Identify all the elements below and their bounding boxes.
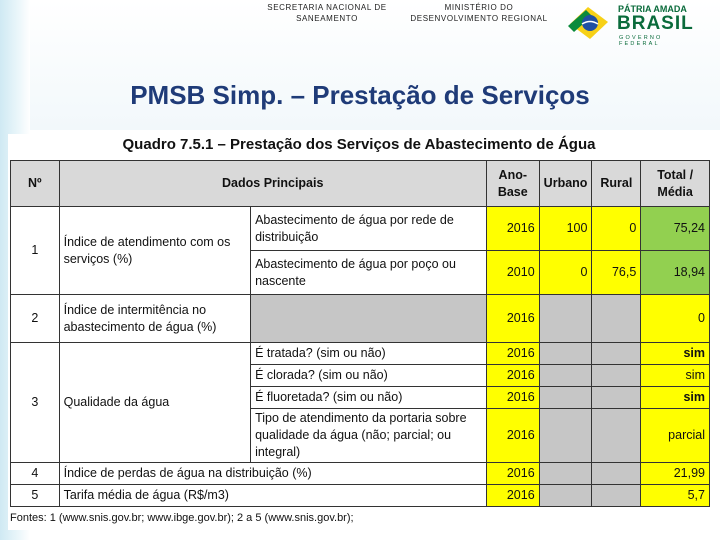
row-ano: 2016 [486, 387, 539, 409]
header-rural: Rural [592, 161, 641, 207]
header-total: Total / Média [641, 161, 710, 207]
row-sub: É fluoretada? (sim ou não) [251, 387, 487, 409]
row-total: sim [641, 343, 710, 365]
row-sub: Tipo de atendimento da portaria sobre qualidade da água (não; parcial; ou integral) [251, 409, 487, 463]
row-urbano-empty [539, 387, 592, 409]
row-urbano-empty [539, 485, 592, 507]
row-ano: 2016 [486, 295, 539, 343]
row-total: parcial [641, 409, 710, 463]
table-row [11, 295, 710, 343]
row-num: 3 [11, 343, 60, 463]
logo-line1: PÁTRIA AMADA [618, 4, 687, 14]
row-total: sim [641, 365, 710, 387]
row-main: Índice de atendimento com os serviços (%) [59, 207, 250, 295]
row-total: 5,7 [641, 485, 710, 507]
table-row [11, 343, 710, 365]
row-total: 18,94 [641, 251, 710, 295]
row-ano: 2016 [486, 365, 539, 387]
row-sub: Abastecimento de água por poço ou nascente [251, 251, 487, 295]
slide-title: PMSB Simp. – Prestação de Serviços [130, 80, 590, 110]
row-rural: 76,5 [592, 251, 641, 295]
row-ano: 2016 [486, 485, 539, 507]
ministerio-line2: DESENVOLVIMENTO REGIONAL [410, 14, 548, 23]
header-urbano: Urbano [539, 161, 592, 207]
header-row [11, 161, 710, 207]
row-total: sim [641, 387, 710, 409]
row-ano: 2010 [486, 251, 539, 295]
row-sub: É clorada? (sim ou não) [251, 365, 487, 387]
header-ano: Ano-Base [486, 161, 539, 207]
row-main: Índice de perdas de água na distribuição (%) [59, 463, 486, 485]
table-title: Quadro 7.5.1 – Prestação dos Serviços de Abastecimento de Água [122, 136, 596, 153]
row-rural-empty [592, 409, 641, 463]
ministerio-label [404, 2, 554, 24]
row-rural-empty [592, 485, 641, 507]
row-num: 2 [11, 295, 60, 343]
row-ano: 2016 [486, 207, 539, 251]
row-ano: 2016 [486, 409, 539, 463]
row-num: 5 [11, 485, 60, 507]
row-rural: 0 [592, 207, 641, 251]
row-urbano-empty [539, 343, 592, 365]
logo-line3: GOVERNO FEDERAL [619, 35, 663, 47]
table-row [11, 485, 710, 507]
row-rural-empty [592, 343, 641, 365]
row-num: 4 [11, 463, 60, 485]
header-dados: Dados Principais [59, 161, 486, 207]
row-ano: 2016 [486, 463, 539, 485]
ministerio-line1: MINISTÉRIO DO [444, 3, 514, 12]
row-sub: É tratada? (sim ou não) [251, 343, 487, 365]
patria-amada-brasil-logo [566, 2, 696, 46]
row-urbano-empty [539, 295, 592, 343]
row-urbano: 0 [539, 251, 592, 295]
secretaria-line2: SANEAMENTO [296, 14, 358, 23]
row-sub: Abastecimento de água por rede de distribuição [251, 207, 487, 251]
row-rural-empty [592, 365, 641, 387]
row-rural-empty [592, 387, 641, 409]
secretaria-line1: SECRETARIA NACIONAL DE [267, 3, 387, 12]
row-ano: 2016 [486, 343, 539, 365]
table-row [11, 207, 710, 251]
row-rural-empty [592, 463, 641, 485]
row-rural-empty [592, 295, 641, 343]
row-main: Tarifa média de água (R$/m3) [59, 485, 486, 507]
row-main: Índice de intermitência no abastecimento de água (%) [59, 295, 250, 343]
services-table [10, 160, 710, 507]
row-main: Qualidade da água [59, 343, 250, 463]
brazil-flag-icon [566, 4, 612, 42]
header-num: Nº [11, 161, 60, 207]
table-row [11, 463, 710, 485]
row-urbano: 100 [539, 207, 592, 251]
logo-line2: BRASIL [617, 13, 694, 34]
row-sub-empty [251, 295, 487, 343]
row-urbano-empty [539, 365, 592, 387]
row-urbano-empty [539, 463, 592, 485]
row-num: 1 [11, 207, 60, 295]
row-urbano-empty [539, 409, 592, 463]
row-total: 21,99 [641, 463, 710, 485]
source-note: Fontes: 1 (www.snis.gov.br; www.ibge.gov.br); 2 a 5 (www.snis.gov.br); [10, 512, 354, 524]
row-total: 0 [641, 295, 710, 343]
table-sheet [8, 134, 710, 530]
row-total: 75,24 [641, 207, 710, 251]
secretaria-label [262, 2, 392, 24]
